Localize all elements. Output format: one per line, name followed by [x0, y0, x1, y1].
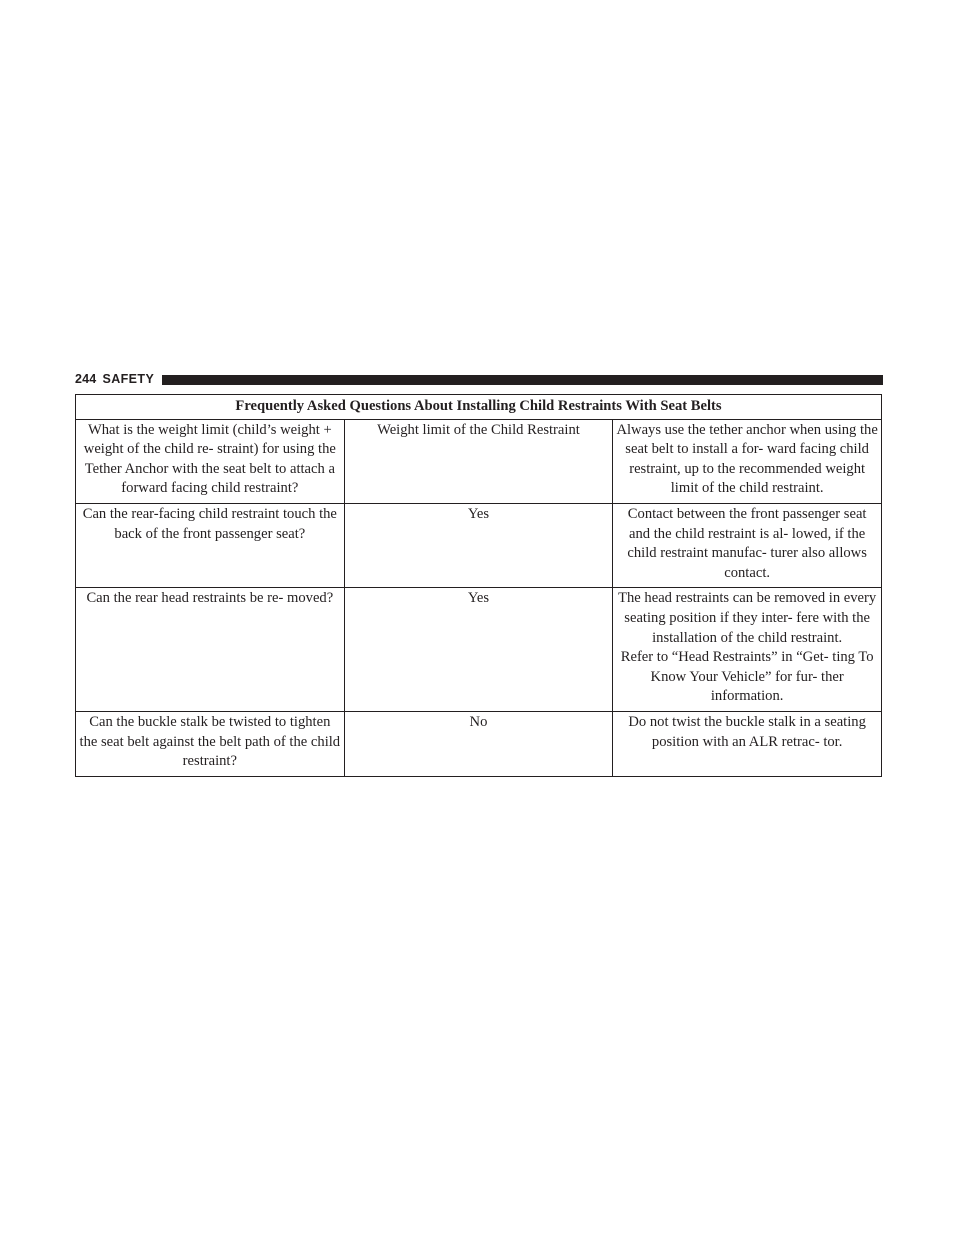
answer-text: Weight limit of the Child Restraint [377, 421, 580, 438]
note-text: Do not twist the buckle stalk in a seating position with an ALR retrac- tor. [628, 713, 866, 750]
note-text: The head restraints can be removed in every seating position if they inter- fere with the installation of the child restraint. [618, 590, 877, 646]
answer-text: Yes [467, 590, 490, 607]
header-rule [162, 375, 883, 385]
table-row [76, 503, 882, 587]
answer-cell [344, 588, 613, 712]
question-text: What is the weight limit (child’s weight + weight of the child re- straint) for using the Tether Anchor with the seat belt to attach a forward facing child restraint? [83, 421, 336, 497]
table-title-row [76, 395, 882, 420]
section-title: SAFETY [102, 372, 155, 386]
question-cell [76, 711, 345, 776]
page-header [75, 370, 883, 388]
question-text: Can the buckle stalk be twisted to tighten the seat belt against the belt path of the child restraint? [79, 713, 341, 770]
page-number: 244 [75, 372, 97, 386]
notes-cell [613, 588, 882, 712]
notes-cell [613, 711, 882, 776]
answer-cell [344, 503, 613, 587]
notes-cell [613, 419, 882, 503]
answer-cell [344, 419, 613, 503]
faq-table [75, 394, 882, 777]
question-cell [76, 503, 345, 587]
note-text: Refer to “Head Restraints” in “Get- ting To Know Your Vehicle” for fur- ther information. [620, 649, 874, 705]
notes-cell [613, 503, 882, 587]
question-text: Can the rear-facing child restraint touch the back of the front passenger seat? [82, 505, 337, 542]
answer-cell [344, 711, 613, 776]
answer-text: No [469, 713, 488, 730]
question-text: Can the rear head restraints be re- moved? [86, 590, 334, 607]
table-row [76, 588, 882, 712]
table-row [76, 711, 882, 776]
question-cell [76, 588, 345, 712]
note-text: Contact between the front passenger seat and the child restraint is al- lowed, if the child restraint manufac- turer also allows contact. [627, 505, 867, 581]
table-row [76, 419, 882, 503]
answer-text: Yes [467, 505, 490, 522]
table-title: Frequently Asked Questions About Installing Child Restraints With Seat Belts [76, 395, 882, 420]
question-cell [76, 419, 345, 503]
note-text: Always use the tether anchor when using the seat belt to install a for- ward facing child restraint, up to the recommended weight limit of the child restraint. [616, 421, 878, 497]
